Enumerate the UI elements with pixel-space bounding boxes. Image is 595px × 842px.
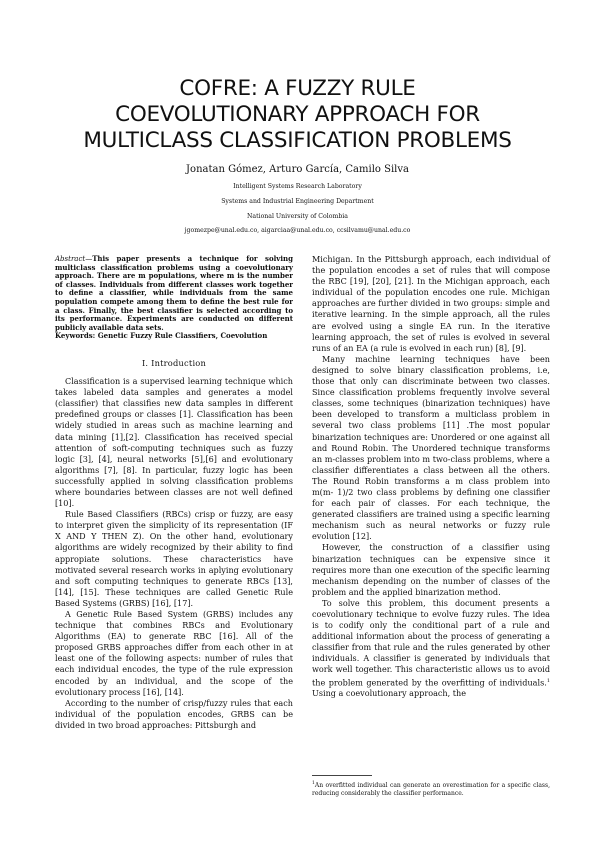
abstract: [55, 255, 293, 332]
body-paragraph: [312, 598, 550, 700]
body-text: Using a coevolutionary approach, the: [312, 688, 467, 699]
paper-title: [40, 76, 555, 154]
body-paragraph: Many machine learning techniques have been designed to solve binary classification problems, i.e, those that only can discriminate between two classes. Since classification problems frequently involve several classes, some techniques (binarization techniques) have been developed to transform a multiclass problem in several two class problems [11] .The most popular binarization techniques are: Unordered or one against all and Round Robin. The Unordered technique transforms an m-classes problem into m two-class problems, where a classifier differentiates a class between all the others. The Round Robin transforms a m class problem into m(m- 1)/2 two class problems by defining one classifier for each pair of classes. For each technique, the generated classifiers are trained using a specific learning mechanism such as neural networks or fuzzy rule evolution [12].: [312, 353, 550, 542]
title-line: COEVOLUTIONARY APPROACH FOR: [115, 102, 480, 127]
title-line: COFRE: A FUZZY RULE: [179, 76, 416, 101]
body-paragraph: According to the number of crisp/fuzzy rules that each individual of the population encodes, GRBS can be divided in two broad approaches: Pittsburgh and: [55, 697, 293, 730]
body-paragraph: However, the construction of a classifier using binarization techniques can be expensive since it requires more than one execution of the specific learning mechanism depending on the number of classes of the problem and the applied binarization method.: [312, 542, 550, 597]
footnote: [312, 780, 550, 797]
author-emails: jgomezpe@unal.edu.co, aigarciaa@unal.edu.co, ccsilvamu@unal.edu.co: [184, 227, 411, 234]
affiliation-lab: Intelligent Systems Research Laboratory: [233, 183, 362, 190]
section-heading: I. Introduction: [141, 357, 207, 368]
footnote-text: An overfitted individual can generate an overestimation for a specific class, reducing considerably the classifier performance.: [312, 782, 550, 797]
body-paragraph: Rule Based Classifiers (RBCs) crisp or fuzzy, are easy to interpret given the simplicity of its representation (IF X AND Y THEN Z). On the other hand, evolutionary algorithms are widely recognized by their ability to find appropiate solutions. These characteristics have motivated several research works in aplying evolutionary and soft computing techniques to generate RBCs [13], [14], [15]. These techniques are called Genetic Rule Based Systems (GRBS) [16], [17].: [55, 509, 293, 608]
footnote-mark: 1: [312, 781, 315, 786]
title-line: MULTICLASS CLASSIFICATION PROBLEMS: [83, 128, 512, 153]
footnote-reference: 1: [546, 677, 550, 684]
left-column: [55, 255, 293, 731]
author-list: Jonatan Gómez, Arturo García, Camilo Silva: [186, 164, 409, 175]
body-paragraph: A Genetic Rule Based System (GRBS) includes any technique that combines RBCs and Evolutionary Algorithms (EA) to generate RBC [16]. All of the proposed GRBS approaches differ from each other in at least one of the following aspects: number of rules that each individual encodes, the type of the rule expression encoded by an individual, and the scope of the evolutionary process [16], [14].: [55, 609, 293, 697]
abstract-text: This paper presents a technique for solving multiclass classification problems using a coevolutionary approach. There are m populations, where m is the number of classes. Individuals from different classes work together to define a classifier, while individuals from the same population compete among them to define the best rule for a class. Finally, the best classifier is selected according to its performance. Experiments are conducted on different publicly available data sets.: [55, 254, 293, 332]
keywords: Keywords: Genetic Fuzzy Rule Classifiers, Coevolution: [55, 331, 268, 341]
affiliation-department: Systems and Industrial Engineering Department: [221, 198, 374, 205]
body-paragraph: Michigan. In the Pittsburgh approach, each individual of the population encodes a set of rules that will compose the RBC [19], [20], [21]. In the Michigan approach, each individual of the population encodes one rule. Michigan approaches are further divided in two groups: simple and iterative learning. In the simple approach, all the rules are evolved using a single EA run. In the iterative learning approach, the set of rules is evolved in several runs of an EA (a rule is evolved in each run) [8], [9].: [312, 254, 550, 353]
abstract-lead: Abstract—: [55, 255, 93, 263]
affiliation-university: National University of Colombia: [247, 213, 348, 220]
body-text: To solve this problem, this document presents a coevolutionary technique to evolve fuzzy rules. The idea is to codify only the conditional part of a rule and additional information about the process of generating a classifier from that rule and the rules generated by other individuals. A classifier is generated by individuals that work well together. This characteristic allows us to avoid the problem generated by the overfitting of individuals.: [312, 597, 550, 688]
body-paragraph: Classification is a supervised learning technique which takes labeled data samples and generates a model (classifier) that classifies new data samples in different predefined groups or classes [1]. Classification has been widely studied in areas such as machine learning and data mining [1],[2]. Classification has received special attention of soft-computing techniques such as fuzzy logic [3], [4], neural networks [5],[6] and evolutionary algorithms [7], [8]. In particular, fuzzy logic has been successfully applied in solving classification problems where boundaries between classes are not well defined [10].: [55, 376, 293, 509]
footnote-divider: [312, 775, 372, 776]
right-column: [312, 254, 550, 699]
